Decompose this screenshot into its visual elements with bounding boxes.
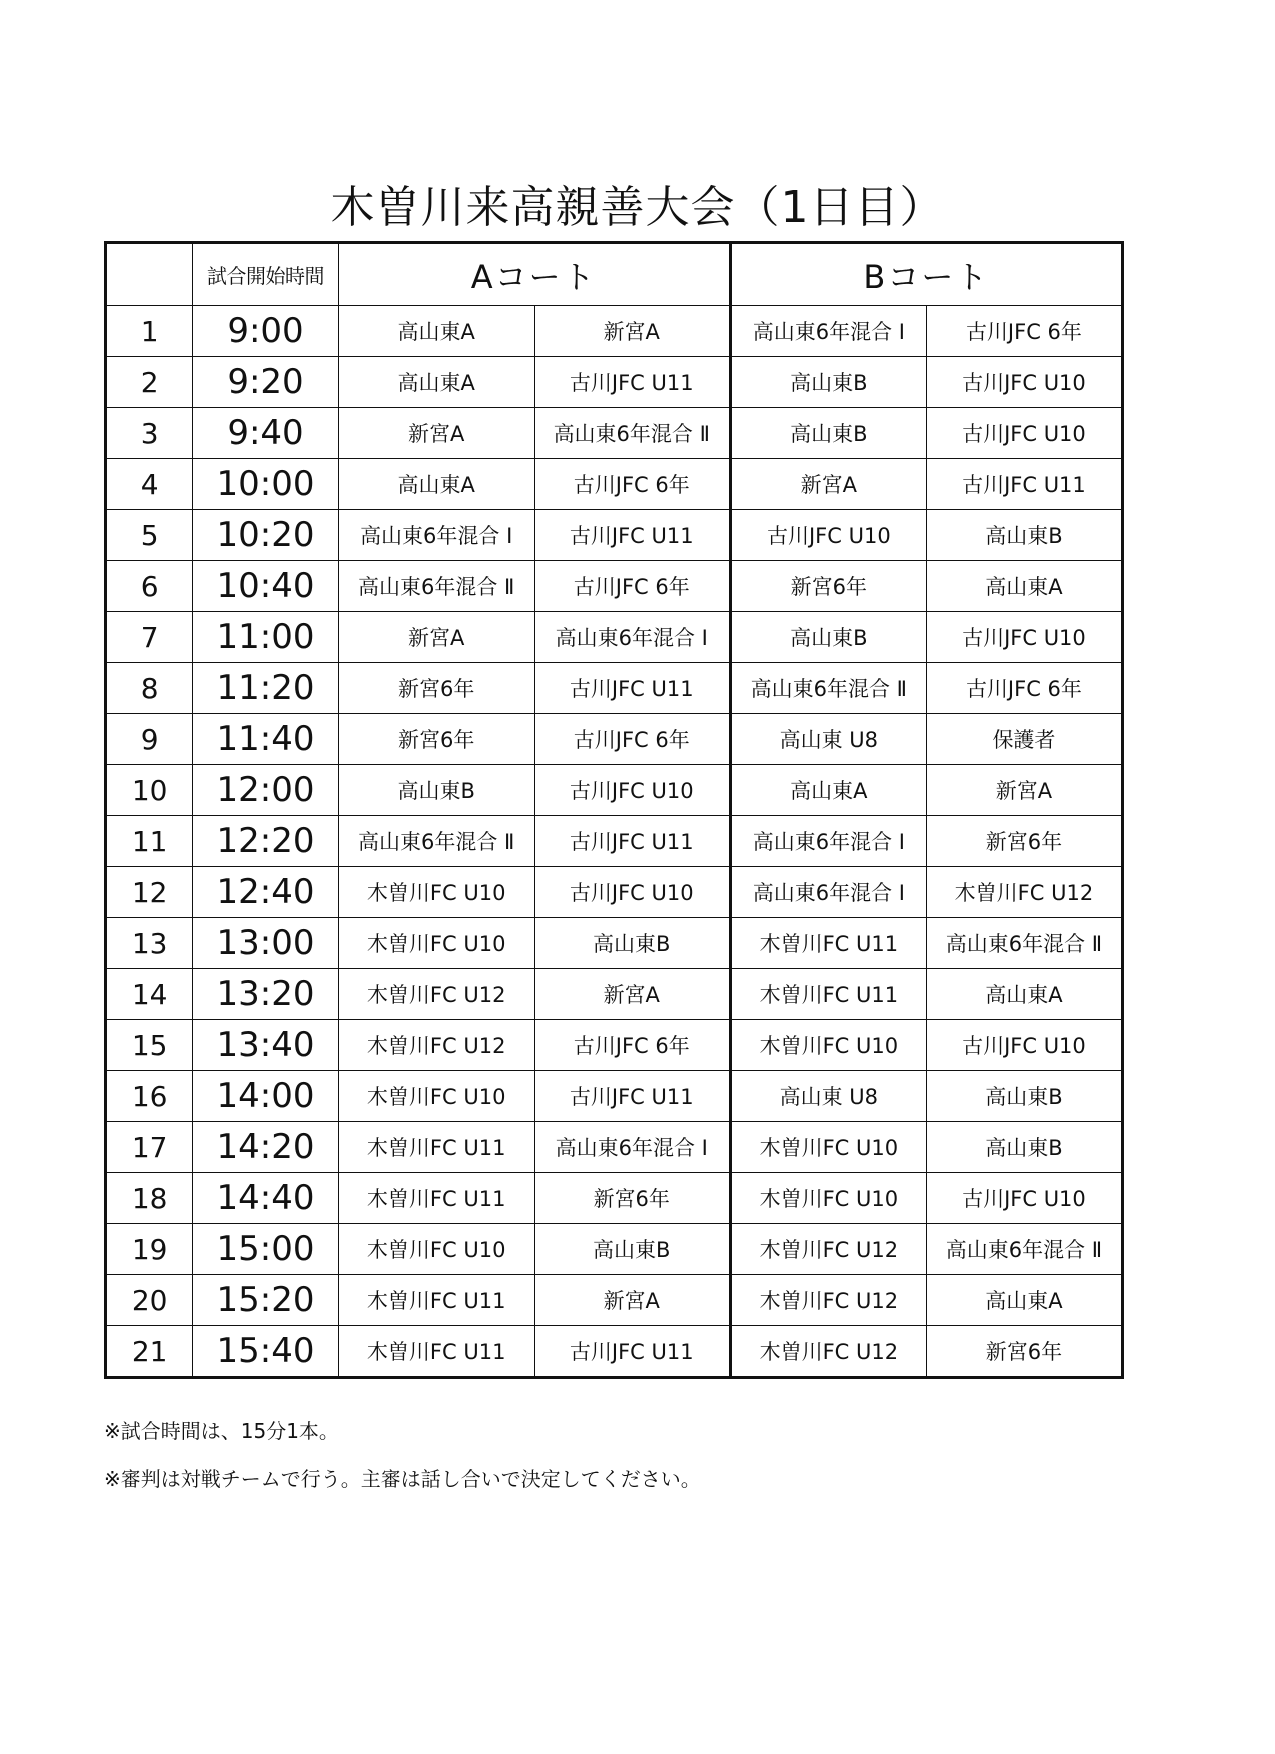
court-b-team-2: 木曽川FC U12 — [926, 867, 1122, 918]
court-a-team-1: 木曽川FC U11 — [338, 1173, 534, 1224]
court-b-team-2: 古川JFC U10 — [926, 1173, 1122, 1224]
match-number: 1 — [106, 306, 193, 357]
court-b-team-1: 高山東A — [730, 765, 926, 816]
court-a-team-2: 新宮A — [534, 969, 730, 1020]
match-number: 21 — [106, 1326, 193, 1378]
court-b-team-2: 新宮6年 — [926, 1326, 1122, 1378]
court-b-team-2: 古川JFC U11 — [926, 459, 1122, 510]
court-a-team-2: 古川JFC U10 — [534, 867, 730, 918]
court-a-team-2: 古川JFC 6年 — [534, 561, 730, 612]
match-number: 10 — [106, 765, 193, 816]
court-b-team-2: 高山東6年混合 Ⅱ — [926, 1224, 1122, 1275]
court-a-team-2: 高山東6年混合 Ⅱ — [534, 408, 730, 459]
page-title: 木曽川来高親善大会（1日目） — [330, 182, 945, 233]
table-row — [106, 408, 1123, 459]
court-b-team-1: 木曽川FC U10 — [730, 1173, 926, 1224]
start-time: 12:40 — [193, 867, 338, 918]
start-time: 10:00 — [193, 459, 338, 510]
match-number: 3 — [106, 408, 193, 459]
court-a-team-1: 木曽川FC U10 — [338, 1071, 534, 1122]
court-a-team-2: 古川JFC U11 — [534, 510, 730, 561]
start-time: 12:00 — [193, 765, 338, 816]
match-number: 20 — [106, 1275, 193, 1326]
court-b-team-2: 高山東B — [926, 510, 1122, 561]
court-a-team-2: 高山東B — [534, 918, 730, 969]
court-a-team-1: 高山東6年混合 Ⅰ — [338, 510, 534, 561]
match-number: 4 — [106, 459, 193, 510]
match-number: 12 — [106, 867, 193, 918]
court-a-team-1: 木曽川FC U12 — [338, 1020, 534, 1071]
court-a-team-1: 新宮A — [338, 408, 534, 459]
header-court-b: Bコート — [730, 243, 1122, 306]
court-b-team-2: 高山東B — [926, 1071, 1122, 1122]
court-b-team-2: 古川JFC U10 — [926, 408, 1122, 459]
table-row — [106, 459, 1123, 510]
court-a-team-2: 古川JFC U11 — [534, 663, 730, 714]
start-time: 15:20 — [193, 1275, 338, 1326]
start-time: 10:40 — [193, 561, 338, 612]
table-row — [106, 1173, 1123, 1224]
court-a-team-1: 木曽川FC U11 — [338, 1275, 534, 1326]
court-a-team-2: 高山東B — [534, 1224, 730, 1275]
court-b-team-2: 高山東A — [926, 969, 1122, 1020]
table-row — [106, 969, 1123, 1020]
court-b-team-1: 高山東B — [730, 357, 926, 408]
court-a-team-2: 新宮6年 — [534, 1173, 730, 1224]
court-a-team-1: 木曽川FC U10 — [338, 867, 534, 918]
start-time: 11:40 — [193, 714, 338, 765]
court-b-team-2: 高山東A — [926, 561, 1122, 612]
start-time: 13:00 — [193, 918, 338, 969]
table-row — [106, 1275, 1123, 1326]
table-row — [106, 867, 1123, 918]
court-b-team-2: 古川JFC U10 — [926, 612, 1122, 663]
start-time: 15:40 — [193, 1326, 338, 1378]
match-schedule-table — [104, 241, 1124, 1379]
court-a-team-1: 木曽川FC U10 — [338, 918, 534, 969]
court-a-team-1: 高山東A — [338, 459, 534, 510]
court-a-team-1: 新宮6年 — [338, 714, 534, 765]
match-number: 5 — [106, 510, 193, 561]
match-number: 17 — [106, 1122, 193, 1173]
court-b-team-1: 高山東 U8 — [730, 1071, 926, 1122]
court-a-team-2: 古川JFC U10 — [534, 765, 730, 816]
court-a-team-2: 古川JFC U11 — [534, 1071, 730, 1122]
court-a-team-2: 古川JFC 6年 — [534, 714, 730, 765]
start-time: 10:20 — [193, 510, 338, 561]
note-match-duration: ※試合時間は、15分1本。 — [104, 1419, 339, 1443]
court-b-team-2: 新宮6年 — [926, 816, 1122, 867]
court-a-team-1: 高山東6年混合 Ⅱ — [338, 816, 534, 867]
table-row — [106, 765, 1123, 816]
header-start-time: 試合開始時間 — [193, 243, 338, 306]
court-a-team-2: 新宮A — [534, 1275, 730, 1326]
start-time: 13:40 — [193, 1020, 338, 1071]
schedule-body — [106, 306, 1123, 1378]
court-b-team-1: 木曽川FC U10 — [730, 1122, 926, 1173]
court-a-team-2: 古川JFC 6年 — [534, 1020, 730, 1071]
court-a-team-2: 古川JFC 6年 — [534, 459, 730, 510]
court-b-team-2: 古川JFC U10 — [926, 357, 1122, 408]
match-number: 9 — [106, 714, 193, 765]
table-row — [106, 612, 1123, 663]
table-row — [106, 357, 1123, 408]
match-number: 8 — [106, 663, 193, 714]
start-time: 15:00 — [193, 1224, 338, 1275]
start-time: 9:20 — [193, 357, 338, 408]
table-row — [106, 1224, 1123, 1275]
court-b-team-2: 古川JFC U10 — [926, 1020, 1122, 1071]
court-b-team-1: 新宮A — [730, 459, 926, 510]
table-row — [106, 306, 1123, 357]
court-b-team-1: 高山東6年混合 Ⅱ — [730, 663, 926, 714]
court-b-team-1: 高山東6年混合 Ⅰ — [730, 306, 926, 357]
court-a-team-1: 木曽川FC U10 — [338, 1224, 534, 1275]
table-row — [106, 561, 1123, 612]
table-row — [106, 1122, 1123, 1173]
court-a-team-1: 高山東A — [338, 357, 534, 408]
court-b-team-1: 木曽川FC U12 — [730, 1224, 926, 1275]
court-a-team-2: 古川JFC U11 — [534, 357, 730, 408]
table-row — [106, 1326, 1123, 1378]
notes — [104, 1418, 701, 1514]
court-a-team-1: 木曽川FC U11 — [338, 1122, 534, 1173]
header-court-a: Aコート — [338, 243, 730, 306]
table-row — [106, 1071, 1123, 1122]
court-a-team-1: 新宮A — [338, 612, 534, 663]
match-number: 14 — [106, 969, 193, 1020]
court-a-team-1: 新宮6年 — [338, 663, 534, 714]
court-a-team-2: 高山東6年混合 Ⅰ — [534, 612, 730, 663]
table-row — [106, 714, 1123, 765]
header-match-number — [106, 243, 193, 306]
match-number: 15 — [106, 1020, 193, 1071]
start-time: 14:20 — [193, 1122, 338, 1173]
start-time: 9:00 — [193, 306, 338, 357]
court-b-team-1: 木曽川FC U10 — [730, 1020, 926, 1071]
court-a-team-2: 高山東6年混合 Ⅰ — [534, 1122, 730, 1173]
court-b-team-2: 古川JFC 6年 — [926, 663, 1122, 714]
court-a-team-1: 高山東A — [338, 306, 534, 357]
court-a-team-1: 木曽川FC U11 — [338, 1326, 534, 1378]
match-number: 19 — [106, 1224, 193, 1275]
start-time: 11:00 — [193, 612, 338, 663]
court-b-team-1: 木曽川FC U12 — [730, 1275, 926, 1326]
court-a-team-2: 古川JFC U11 — [534, 816, 730, 867]
court-b-team-2: 高山東A — [926, 1275, 1122, 1326]
court-b-team-1: 高山東6年混合 Ⅰ — [730, 816, 926, 867]
match-number: 18 — [106, 1173, 193, 1224]
court-b-team-1: 高山東B — [730, 408, 926, 459]
court-a-team-2: 古川JFC U11 — [534, 1326, 730, 1378]
match-number: 13 — [106, 918, 193, 969]
match-number: 7 — [106, 612, 193, 663]
match-number: 6 — [106, 561, 193, 612]
match-number: 11 — [106, 816, 193, 867]
table-row — [106, 1020, 1123, 1071]
court-a-team-1: 木曽川FC U12 — [338, 969, 534, 1020]
start-time: 12:20 — [193, 816, 338, 867]
court-b-team-1: 木曽川FC U11 — [730, 969, 926, 1020]
court-b-team-2: 高山東6年混合 Ⅱ — [926, 918, 1122, 969]
court-b-team-2: 古川JFC 6年 — [926, 306, 1122, 357]
court-b-team-1: 高山東B — [730, 612, 926, 663]
table-row — [106, 816, 1123, 867]
start-time: 13:20 — [193, 969, 338, 1020]
match-number: 16 — [106, 1071, 193, 1122]
court-b-team-1: 木曽川FC U11 — [730, 918, 926, 969]
court-b-team-2: 新宮A — [926, 765, 1122, 816]
court-a-team-1: 高山東B — [338, 765, 534, 816]
court-b-team-2: 高山東B — [926, 1122, 1122, 1173]
start-time: 14:00 — [193, 1071, 338, 1122]
start-time: 14:40 — [193, 1173, 338, 1224]
court-a-team-1: 高山東6年混合 Ⅱ — [338, 561, 534, 612]
table-header-row — [106, 243, 1123, 306]
court-b-team-1: 古川JFC U10 — [730, 510, 926, 561]
table-row — [106, 918, 1123, 969]
table-row — [106, 510, 1123, 561]
court-a-team-2: 新宮A — [534, 306, 730, 357]
court-b-team-2: 保護者 — [926, 714, 1122, 765]
note-referee: ※審判は対戦チームで行う。主審は話し合いで決定してください。 — [104, 1467, 701, 1491]
start-time: 9:40 — [193, 408, 338, 459]
table-row — [106, 663, 1123, 714]
court-b-team-1: 高山東6年混合 Ⅰ — [730, 867, 926, 918]
court-b-team-1: 高山東 U8 — [730, 714, 926, 765]
court-b-team-1: 新宮6年 — [730, 561, 926, 612]
match-number: 2 — [106, 357, 193, 408]
start-time: 11:20 — [193, 663, 338, 714]
court-b-team-1: 木曽川FC U12 — [730, 1326, 926, 1378]
